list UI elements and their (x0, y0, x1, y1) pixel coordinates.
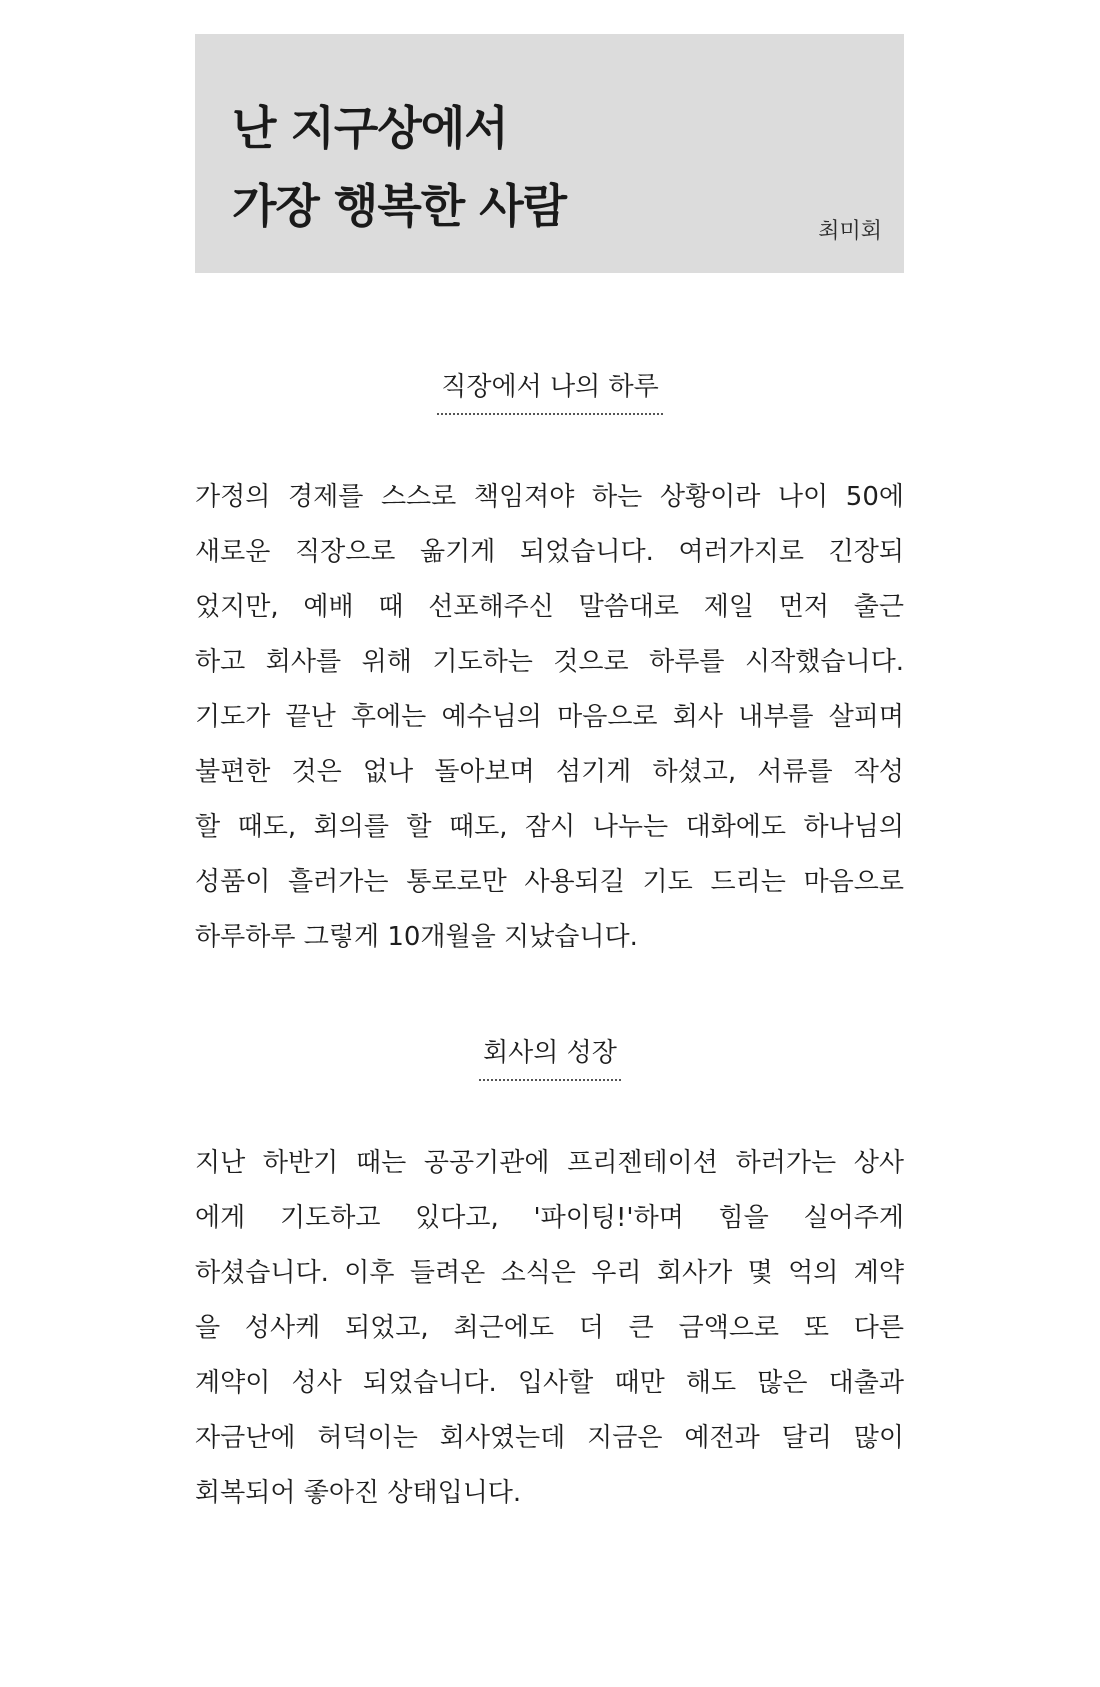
text-line: 새로운 직장으로 옮기게 되었습니다. 여러가지로 긴장되 (195, 537, 904, 567)
text-line: 지난 하반기 때는 공공기관에 프리젠테이션 하러가는 상사 (195, 1148, 904, 1178)
text-line: 하셨습니다. 이후 들려온 소식은 우리 회사가 몇 억의 계약 (195, 1258, 904, 1288)
title-line-2: 가장 행복한 사람 (232, 179, 567, 233)
author-name: 최미회 (818, 219, 882, 244)
text-line: 자금난에 허덕이는 회사였는데 지금은 예전과 달리 많이 (195, 1423, 904, 1453)
text-line: 하루하루 그렇게 10개월을 지났습니다. (195, 922, 638, 952)
paragraph-daily-life (195, 470, 904, 965)
section-heading-daily-life (0, 366, 1100, 415)
text-line: 계약이 성사 되었습니다. 입사할 때만 해도 많은 대출과 (195, 1368, 904, 1398)
text-line: 회복되어 좋아진 상태입니다. (195, 1478, 522, 1508)
paragraph-company-growth (195, 1136, 904, 1521)
text-line: 가정의 경제를 스스로 책임져야 하는 상황이라 나이 50에 (195, 482, 904, 512)
section-heading-company-growth (0, 1032, 1100, 1081)
text-line: 불편한 것은 없나 돌아보며 섬기게 하셨고, 서류를 작성 (195, 757, 904, 787)
text-line: 할 때도, 회의를 할 때도, 잠시 나누는 대화에도 하나님의 (195, 812, 904, 842)
section-heading-text: 회사의 성장 (479, 1032, 621, 1081)
text-line: 었지만, 예배 때 선포해주신 말씀대로 제일 먼저 출근 (195, 592, 904, 622)
text-line: 을 성사케 되었고, 최근에도 더 큰 금액으로 또 다른 (195, 1313, 904, 1343)
text-line: 에게 기도하고 있다고, '파이팅!'하며 힘을 실어주게 (195, 1203, 904, 1233)
title-box (195, 34, 904, 273)
section-heading-text: 직장에서 나의 하루 (437, 366, 662, 415)
text-line: 성품이 흘러가는 통로로만 사용되길 기도 드리는 마음으로 (195, 867, 904, 897)
title-line-1: 난 지구상에서 (232, 101, 508, 155)
text-line: 기도가 끝난 후에는 예수님의 마음으로 회사 내부를 살피며 (195, 702, 904, 732)
text-line: 하고 회사를 위해 기도하는 것으로 하루를 시작했습니다. (195, 647, 904, 677)
